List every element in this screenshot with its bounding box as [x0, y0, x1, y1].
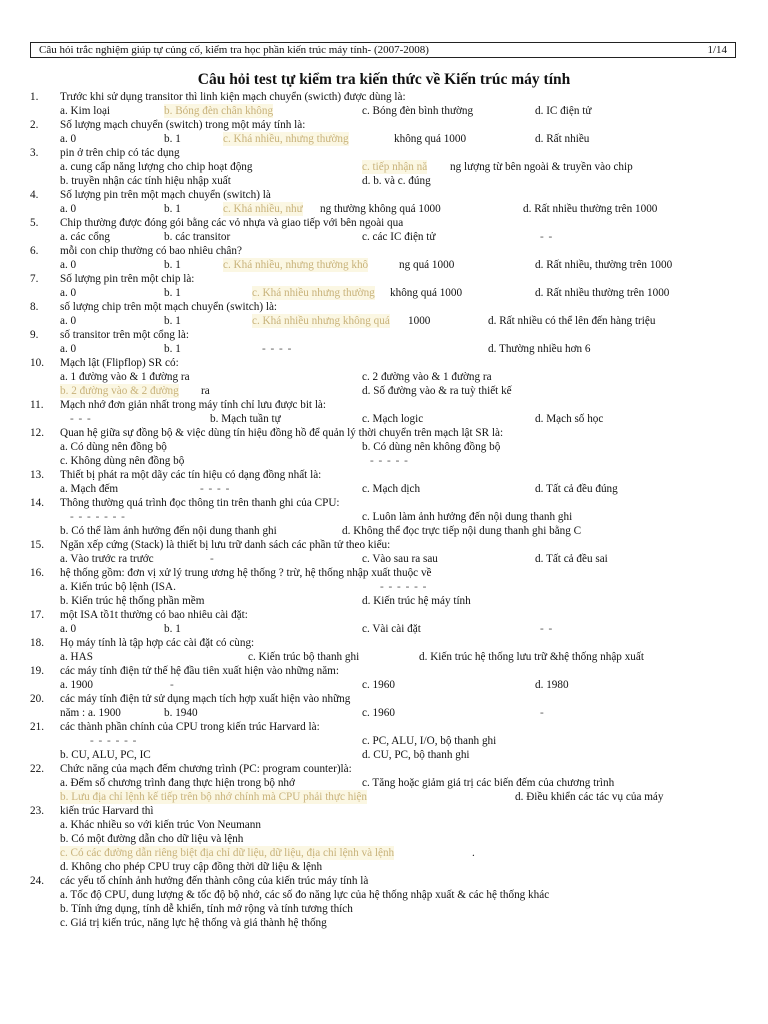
- question-number: 20.: [30, 693, 44, 705]
- answer-option: b. Có một đường dẫn cho dữ liệu và lệnh: [60, 833, 244, 845]
- answer-option: năm : a. 1900: [60, 707, 121, 719]
- answer-option: c. Vài cài đặt: [362, 623, 421, 635]
- question-text: Mạch nhớ đơn giản nhất trong máy tính chỉ lưu được bit là:: [60, 399, 327, 411]
- answer-option: b. 1: [164, 315, 181, 327]
- question-text: Thiết bị phát ra một dãy các tín hiệu có dạng đồng nhất là:: [60, 469, 322, 481]
- answer-option: c. Luôn làm ảnh hưởng đến nội dung thanh ghi: [362, 511, 573, 523]
- question-text: Số lượng pin trên một chip là:: [60, 273, 195, 285]
- highlighted-answer-option: c. Khá nhiều nhưng không quá: [252, 315, 390, 327]
- question-stem: [30, 664, 745, 678]
- answer-option: d. Tất cả đều sai: [535, 553, 608, 565]
- highlighted-answer-option: c. tiếp nhận nă: [362, 161, 428, 173]
- answer-option: - - - - - - -: [70, 511, 126, 523]
- answer-options-row: [30, 902, 745, 916]
- question-number: 16.: [30, 567, 44, 579]
- answer-option: a. Mạch đếm: [60, 483, 119, 495]
- answer-option: d. Rất nhiều, thường trên 1000: [535, 259, 673, 271]
- question-number: 7.: [30, 273, 39, 285]
- answer-option: c. Bóng đèn bình thường: [362, 105, 474, 117]
- answer-options-row: [30, 748, 745, 762]
- answer-option: a. 0: [60, 343, 77, 355]
- answer-options-row: [30, 286, 745, 300]
- answer-option: a. 1 đường vào & 1 đường ra: [60, 371, 190, 383]
- question-number: 22.: [30, 763, 44, 775]
- answer-options-row: [30, 230, 745, 244]
- answer-options-row: [30, 524, 745, 538]
- answer-option: - - - - -: [370, 455, 409, 467]
- answer-option: - - - -: [200, 483, 231, 495]
- answer-options-row: [30, 594, 745, 608]
- question-stem: [30, 90, 745, 104]
- question-stem: [30, 538, 745, 552]
- answer-option: a. 0: [60, 315, 77, 327]
- answer-option: b. các transitor: [164, 231, 231, 243]
- question-number: 5.: [30, 217, 39, 229]
- answer-option: c. Tăng hoặc giảm giá trị các biến đếm của chương trình: [362, 777, 615, 789]
- answer-option: ng quá 1000: [399, 259, 455, 271]
- answer-option: a. 0: [60, 287, 77, 299]
- question-number: 21.: [30, 721, 44, 733]
- question-number: 8.: [30, 301, 39, 313]
- question-stem: [30, 468, 745, 482]
- highlighted-answer-option: b. 2 đường vào & 2 đường: [60, 385, 179, 397]
- answer-option: d. Rất nhiều thường trên 1000: [535, 287, 670, 299]
- answer-options-row: [30, 888, 745, 902]
- highlighted-answer-option: c. Khá nhiều, như: [223, 203, 303, 215]
- question-number: 1.: [30, 91, 39, 103]
- question-stem: [30, 216, 745, 230]
- question-text: Quan hệ giữa sự đồng bộ & việc dùng tín hiệu đồng hồ để quản lý thời chuyển trên mạch lật SR là:: [60, 427, 504, 439]
- answer-option: d. Kiến trúc hệ máy tính: [362, 595, 471, 607]
- answer-option: b. Kiến trúc hệ thống phần mềm: [60, 595, 205, 607]
- answer-option: .: [472, 847, 475, 859]
- answer-option: d. IC điện tử: [535, 105, 592, 117]
- answer-options-row: [30, 734, 745, 748]
- question-text: Mạch lật (Flipflop) SR có:: [60, 357, 179, 369]
- question-stem: [30, 146, 745, 160]
- answer-option: c. 1960: [362, 679, 395, 691]
- question-number: 3.: [30, 147, 39, 159]
- question-number: 24.: [30, 875, 44, 887]
- answer-option: -: [170, 679, 175, 691]
- highlighted-answer-option: c. Khá nhiều, nhưng thường khô: [223, 259, 369, 271]
- answer-option: - -: [540, 623, 554, 635]
- answer-option: a. Kiến trúc bộ lệnh (ISA.: [60, 581, 176, 593]
- question-number: 18.: [30, 637, 44, 649]
- question-stem: [30, 720, 745, 734]
- answer-option: b. Mạch tuần tự: [210, 413, 281, 425]
- question-text: các máy tính điện tử sử dụng mạch tích hợp xuất hiện vào những: [60, 693, 351, 705]
- answer-options-row: [30, 916, 745, 930]
- answer-option: a. 0: [60, 203, 77, 215]
- answer-option: b. Có thể làm ảnh hưởng đến nội dung thanh ghi: [60, 525, 277, 537]
- answer-option: d. Số đường vào & ra tuỳ thiết kế: [362, 385, 512, 397]
- answer-option: d. Điều khiển các tác vụ của máy: [515, 791, 664, 803]
- answer-option: a. 0: [60, 133, 77, 145]
- answer-option: a. 1900: [60, 679, 93, 691]
- question-stem: [30, 426, 745, 440]
- answer-options-row: [30, 790, 745, 804]
- answer-option: b. truyền nhận các tính hiệu nhập xuất: [60, 175, 231, 187]
- answer-option: c. Kiến trúc bộ thanh ghi: [248, 651, 360, 663]
- question-number: 6.: [30, 245, 39, 257]
- answer-option: b. Tính ứng dụng, tính dễ khiển, tính mở rộng và tính tương thích: [60, 903, 353, 915]
- answer-options-row: [30, 174, 745, 188]
- answer-option: - -: [540, 231, 554, 243]
- question-number: 14.: [30, 497, 44, 509]
- answer-option: d. Mạch số học: [535, 413, 604, 425]
- answer-option: - - -: [70, 413, 92, 425]
- highlighted-answer-option: b. Lưu địa chỉ lệnh kế tiếp trên bộ nhớ chính mà CPU phải thực hiện: [60, 791, 367, 803]
- question-text: Chức năng của mạch đếm chương trình (PC: program counter)là:: [60, 763, 352, 775]
- answer-options-row: [30, 678, 745, 692]
- answer-option: a. Khác nhiều so với kiến trúc Von Neumann: [60, 819, 261, 831]
- question-text: Số lượng pin trên một mạch chuyển (switch) là: [60, 189, 271, 201]
- answer-option: c. Mạch logic: [362, 413, 424, 425]
- question-number: 2.: [30, 119, 39, 131]
- answer-options-row: [30, 860, 745, 874]
- question-stem: [30, 804, 745, 818]
- question-stem: [30, 272, 745, 286]
- question-number: 9.: [30, 329, 39, 341]
- question-stem: [30, 398, 745, 412]
- answer-option: d. 1980: [535, 679, 569, 691]
- answer-option: a. Kim loại: [60, 105, 111, 117]
- question-text: kiến trúc Harvard thì: [60, 805, 154, 817]
- answer-option: b. 1: [164, 133, 181, 145]
- answer-option: c. PC, ALU, I/O, bộ thanh ghi: [362, 735, 497, 747]
- question-text: Ngăn xếp cứng (Stack) là thiết bị lưu trữ danh sách các phần tử theo kiểu:: [60, 539, 391, 551]
- highlighted-answer-option: c. Có các đường dẫn riêng biệt địa chỉ dữ liệu, dữ liệu, địa chỉ lệnh và lệnh: [60, 847, 395, 859]
- question-list: [30, 90, 745, 930]
- question-text: Trước khi sử dụng transitor thì linh kiện mạch chuyển (swicth) được dùng là:: [60, 91, 406, 103]
- answer-option: c. 1960: [362, 707, 395, 719]
- question-stem: [30, 608, 745, 622]
- answer-option: d. Thường nhiều hơn 6: [488, 343, 591, 355]
- answer-option: c. các IC điện tử: [362, 231, 436, 243]
- answer-options-row: [30, 132, 745, 146]
- answer-options-row: [30, 776, 745, 790]
- page-header: [30, 42, 736, 58]
- answer-option: - - - - - -: [380, 581, 428, 593]
- answer-option: không quá 1000: [394, 133, 467, 145]
- answer-option: a. cung cấp năng lượng cho chip hoạt động: [60, 161, 253, 173]
- answer-option: d. Kiến trúc hệ thống lưu trữ &hệ thống nhập xuất: [419, 651, 644, 663]
- question-number: 23.: [30, 805, 44, 817]
- answer-option: a. Vào trước ra trước: [60, 553, 154, 565]
- answer-option: -: [540, 707, 545, 719]
- answer-options-row: [30, 160, 745, 174]
- answer-options-row: [30, 342, 745, 356]
- answer-options-row: [30, 650, 745, 664]
- answer-option: ng thường không quá 1000: [320, 203, 441, 215]
- question-text: Chip thường được đóng gói bằng các vỏ nhựa và giao tiếp với bên ngoài qua: [60, 217, 404, 229]
- question-stem: [30, 356, 745, 370]
- answer-option: a. HAS: [60, 651, 93, 663]
- answer-options-row: [30, 846, 745, 860]
- answer-options-row: [30, 454, 745, 468]
- answer-option: b. 1: [164, 623, 181, 635]
- header-title: Câu hỏi trắc nghiệm giúp tự củng cố, kiểm tra học phần kiến trúc máy tính- (2007-2008): [39, 44, 429, 56]
- question-number: 15.: [30, 539, 44, 551]
- answer-option: a. Đếm số chương trình đang thực hiện trong bộ nhớ: [60, 777, 295, 789]
- answer-option: d. Không cho phép CPU truy cập đồng thời dữ liệu & lệnh: [60, 861, 323, 873]
- answer-option: b. 1: [164, 259, 181, 271]
- question-text: các yếu tố chính ảnh hưởng đến thành công của kiến trúc máy tính là: [60, 875, 369, 887]
- question-number: 12.: [30, 427, 44, 439]
- answer-option: c. Mạch dịch: [362, 483, 421, 495]
- question-number: 4.: [30, 189, 39, 201]
- page-number: 1/14: [707, 44, 727, 56]
- question-stem: [30, 496, 745, 510]
- question-text: Số lượng mạch chuyển (switch) trong một máy tính là:: [60, 119, 306, 131]
- question-stem: [30, 566, 745, 580]
- answer-option: a. Có dùng nên đồng bộ: [60, 441, 167, 453]
- answer-option: d. Rất nhiều: [535, 133, 590, 145]
- answer-options-row: [30, 580, 745, 594]
- question-stem: [30, 300, 745, 314]
- answer-options-row: [30, 510, 745, 524]
- question-text: một ISA tồ1t thường có bao nhiêu cài đặt:: [60, 609, 248, 621]
- answer-options-row: [30, 440, 745, 454]
- question-stem: [30, 188, 745, 202]
- answer-option: b. Có dùng nên không đồng bộ: [362, 441, 501, 453]
- question-stem: [30, 118, 745, 132]
- question-text: mỗi con chip thường có bao nhiêu chân?: [60, 245, 242, 257]
- question-text: số lượng chip trên một mạch chuyển (switch) là:: [60, 301, 278, 313]
- answer-option: d. Không thể đọc trực tiếp nội dung thanh ghi bằng C: [342, 525, 582, 537]
- answer-option: d. Rất nhiều thường trên 1000: [523, 203, 658, 215]
- answer-options-row: [30, 258, 745, 272]
- answer-options-row: [30, 706, 745, 720]
- answer-option: c. Không dùng nên đồng bộ: [60, 455, 185, 467]
- answer-option: ra: [201, 385, 210, 397]
- question-number: 11.: [30, 399, 44, 411]
- question-text: pin ở trên chip có tác dụng: [60, 147, 180, 159]
- answer-options-row: [30, 622, 745, 636]
- answer-options-row: [30, 370, 745, 384]
- question-text: các máy tính điện tử thế hệ đầu tiên xuất hiện vào những năm:: [60, 665, 339, 677]
- answer-option: b. 1: [164, 203, 181, 215]
- question-stem: [30, 692, 745, 706]
- question-text: hệ thống gồm: đơn vị xử lý trung ương hệ thống ? trừ, hệ thống nhập xuất thuộc về: [60, 567, 432, 579]
- answer-option: 1000: [408, 315, 431, 327]
- answer-option: a. Tốc độ CPU, dung lượng & tốc độ bộ nhớ, các số đo năng lực của hệ thống nhập xuất & các hệ thống khác: [60, 889, 550, 901]
- highlighted-answer-option: c. Khá nhiều, nhưng thường: [223, 133, 349, 145]
- question-text: Thông thường quá trình đọc thông tin trên thanh ghi của CPU:: [60, 497, 340, 509]
- answer-option: c. Vào sau ra sau: [362, 553, 438, 565]
- answer-option: d. CU, PC, bộ thanh ghi: [362, 749, 470, 761]
- answer-option: a. 0: [60, 259, 77, 271]
- question-number: 13.: [30, 469, 44, 481]
- answer-options-row: [30, 412, 745, 426]
- answer-options-row: [30, 104, 745, 118]
- answer-options-row: [30, 202, 745, 216]
- highlighted-answer-option: c. Khá nhiều nhưng thường: [252, 287, 375, 299]
- answer-options-row: [30, 314, 745, 328]
- answer-option: b. 1: [164, 343, 181, 355]
- answer-option: c. Giá trị kiến trúc, năng lực hệ thống và giá thành hệ thống: [60, 917, 327, 929]
- highlighted-answer-option: b. Bóng đèn chân không: [164, 105, 274, 117]
- question-stem: [30, 244, 745, 258]
- answer-options-row: [30, 552, 745, 566]
- answer-option: - - - - - -: [90, 735, 138, 747]
- document-title: Câu hỏi test tự kiểm tra kiến thức về Kiến trúc máy tính: [197, 71, 571, 88]
- answer-option: d. b. và c. đúng: [362, 175, 431, 187]
- question-text: số transitor trên một cổng là:: [60, 329, 189, 341]
- answer-option: b. 1: [164, 287, 181, 299]
- answer-option: không quá 1000: [390, 287, 463, 299]
- question-text: Họ máy tính là tập hợp các cài đặt có cùng:: [60, 637, 255, 649]
- answer-option: d. Rất nhiều có thể lên đến hàng triệu: [488, 315, 656, 327]
- question-text: các thành phần chính của CPU trong kiến trúc Harvard là:: [60, 721, 320, 733]
- answer-option: d. Tất cả đều đúng: [535, 483, 618, 495]
- answer-options-row: [30, 832, 745, 846]
- answer-option: a. 0: [60, 623, 77, 635]
- question-stem: [30, 762, 745, 776]
- question-number: 17.: [30, 609, 44, 621]
- answer-option: b. 1940: [164, 707, 198, 719]
- answer-option: a. các cổng: [60, 231, 110, 243]
- question-stem: [30, 328, 745, 342]
- answer-option: -: [210, 553, 215, 565]
- answer-options-row: [30, 818, 745, 832]
- answer-options-row: [30, 482, 745, 496]
- question-stem: [30, 874, 745, 888]
- question-stem: [30, 636, 745, 650]
- question-number: 19.: [30, 665, 44, 677]
- answer-option: b. CU, ALU, PC, IC: [60, 749, 151, 761]
- answer-options-row: [30, 384, 745, 398]
- answer-option: c. 2 đường vào & 1 đường ra: [362, 371, 492, 383]
- answer-option: - - - -: [262, 343, 293, 355]
- question-number: 10.: [30, 357, 44, 369]
- answer-option: ng lượng từ bên ngoài & truyền vào chip: [450, 161, 633, 173]
